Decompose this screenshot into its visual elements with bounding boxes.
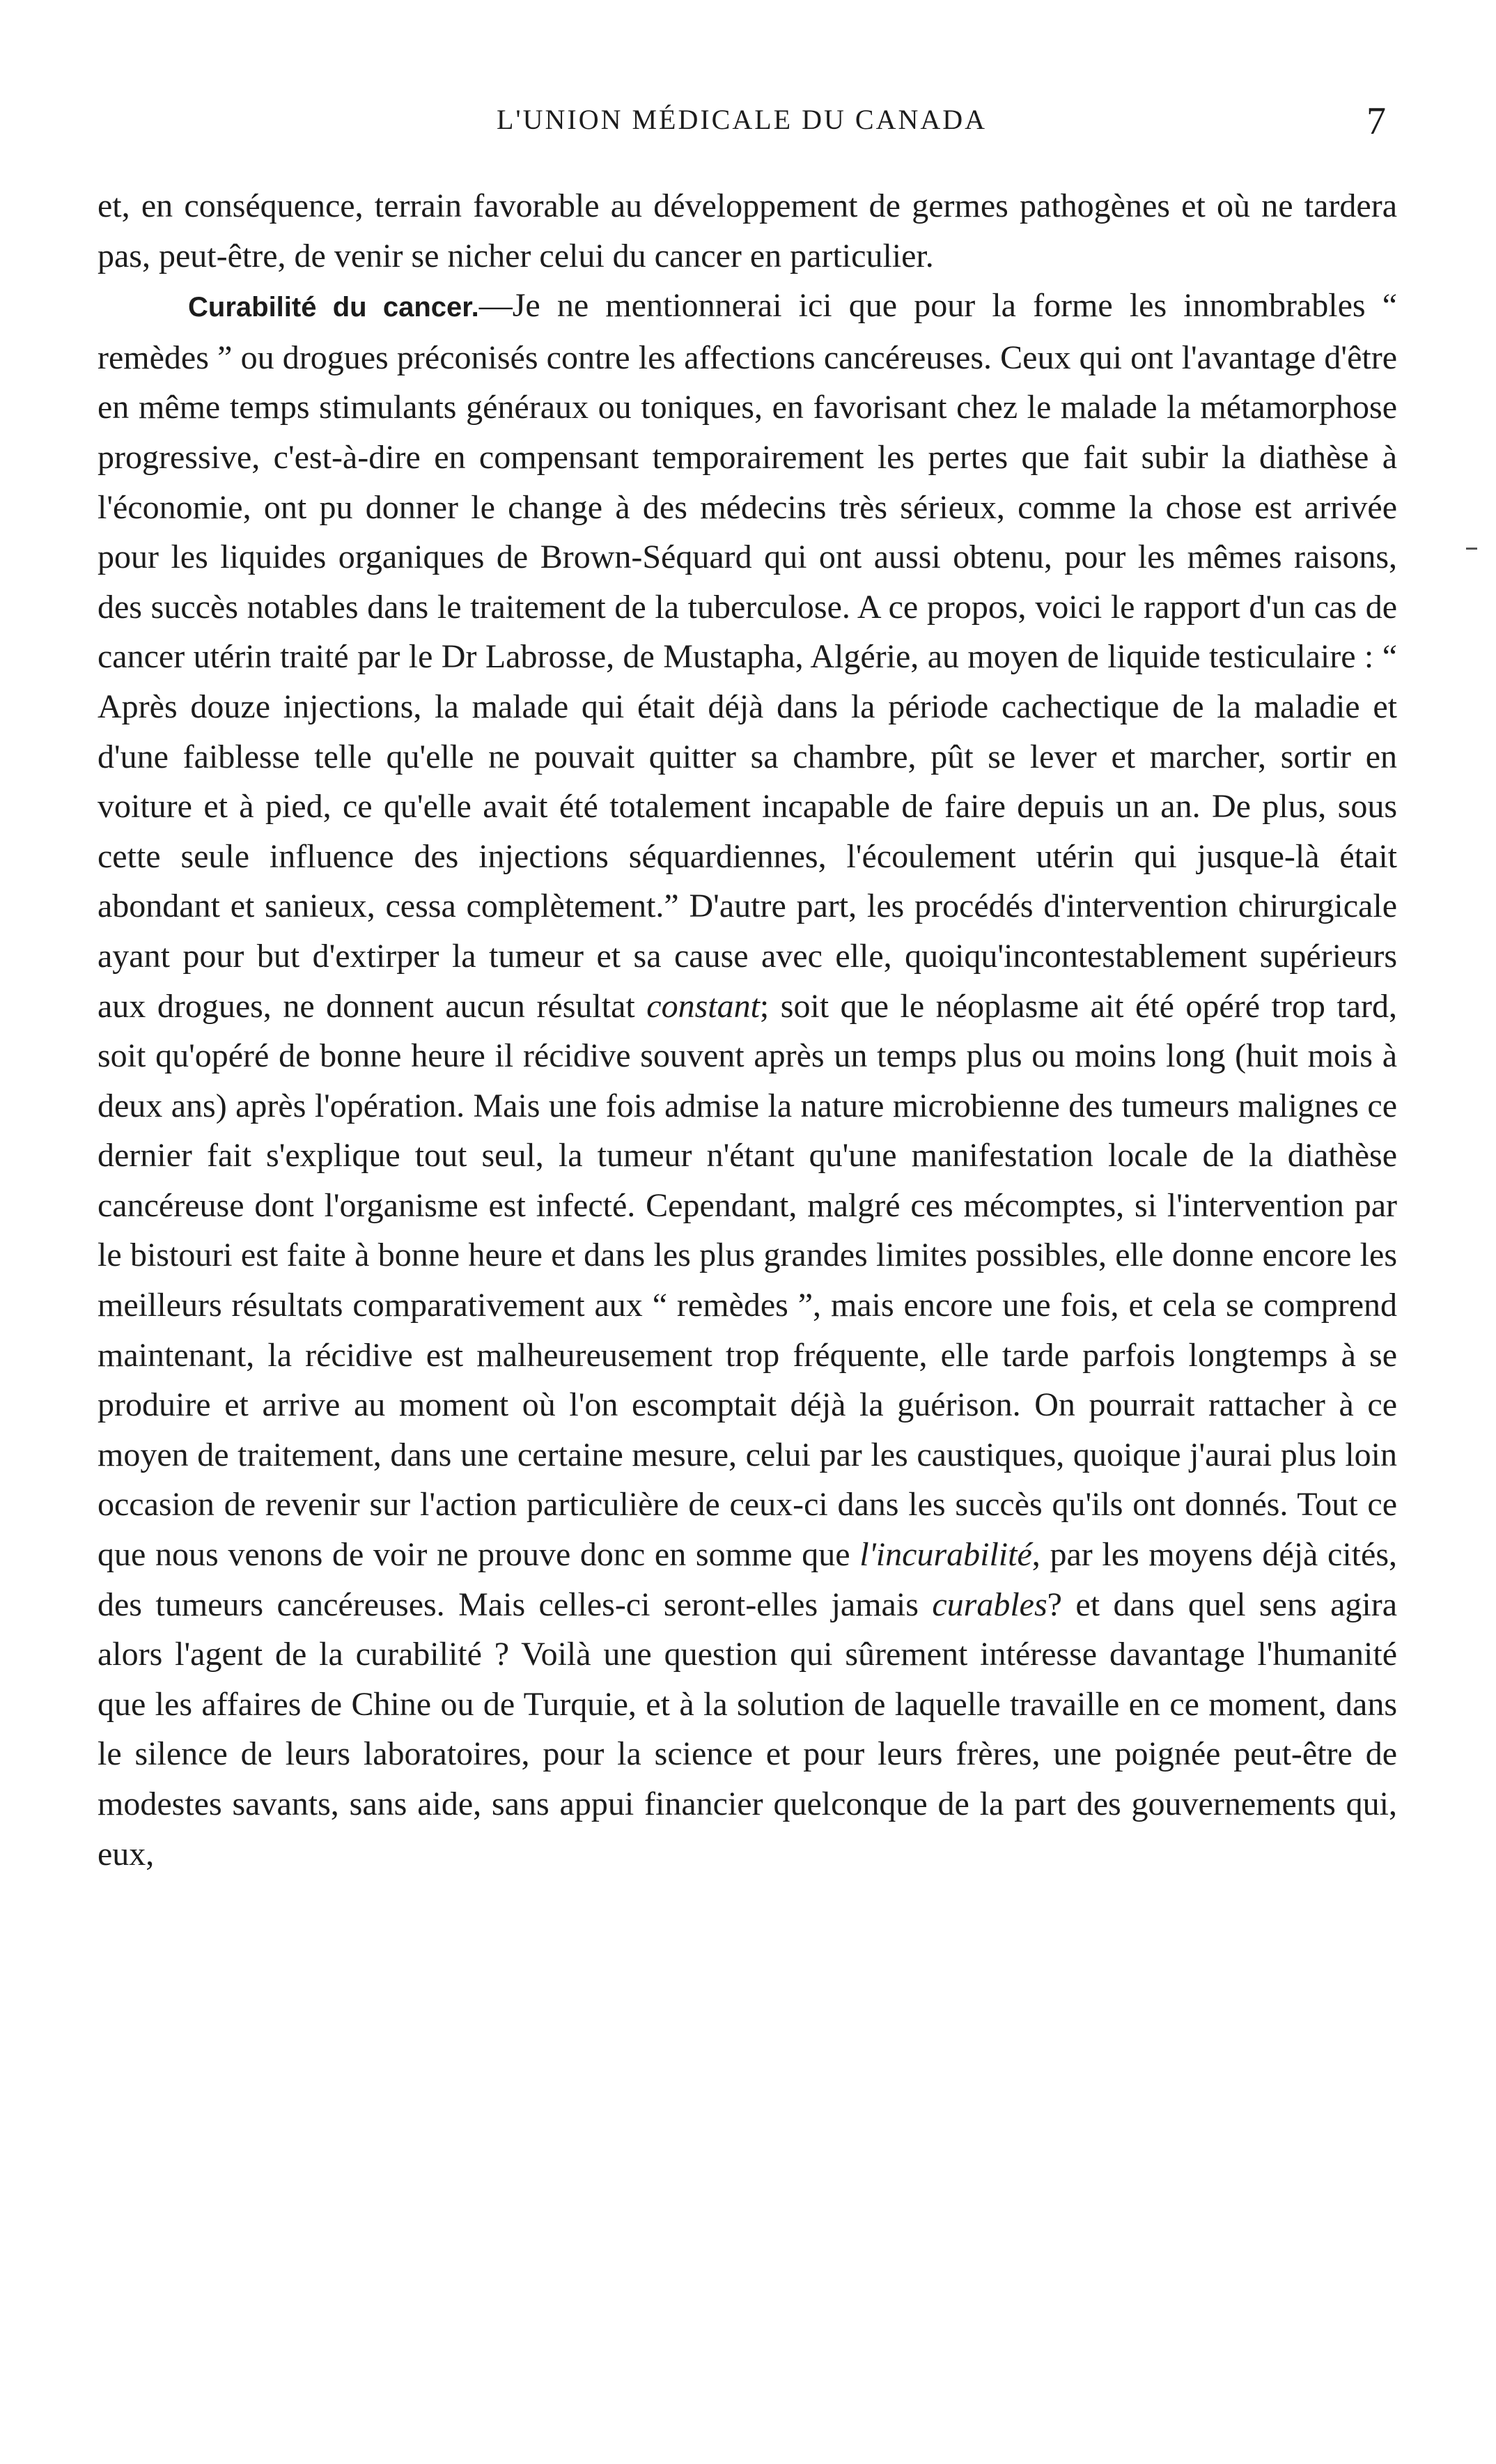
paragraph-2-segment-2: ; soit que le néoplasme ait été opéré trop tard, soit qu'opéré de bonne heure il récidive souvent après un temps plus ou moins long (huit mois à deux ans) après l'opération. Mais une fois admise la nature microbienne des tumeurs malignes ce dernier fait s'explique tout seul, la tumeur n'étant qu'une manifestation locale de la diathèse cancéreuse dont l'organisme est infecté. Cependant, malgré ces mécomptes, si l'intervention par le bistouri est faite à bonne heure et dans les plus grandes limites possibles, elle donne encore les meilleurs résultats comparativement aux “ remèdes ”, mais encore une fois, et cela se comprend maintenant, la récidive est malheureusement trop fréquente, elle tarde parfois longtemps à se produire et arrive au moment où l'on escomptait déjà la guérison. On pourrait rattacher à ce moyen de traitement, dans une certaine mesure, celui par les caustiques, quoique j'aurai plus loin occasion de revenir sur l'action particulière de ceux-ci dans les succès qu'ils ont donnés. Tout ce que nous venons de voir ne prouve donc en somme que bbox=[98, 987, 1398, 1574]
italic-curables: curables bbox=[932, 1586, 1047, 1623]
paragraph-2-segment-1: —Je ne mentionnerai ici que pour la forme les innombrables “ remèdes ” ou drogues préconisés contre les affections cancéreuses. Ceux qui ont l'avantage d'être en même temps stimulants généraux ou toniques, en favorisant chez le malade la métamorphose progressive, c'est-à-dire en compensant temporairement les pertes que fait subir la diathèse à l'économie, ont pu donner le change à des médecins très sérieux, comme la chose est arrivée pour les liquides organiques de Brown-Séquard qui ont aussi obtenu, pour les mêmes raisons, des succès notables dans le traitement de la tuberculose. A ce propos, voici le rapport d'un cas de cancer utérin traité par le Dr Labrosse, de Mustapha, Algérie, au moyen de liquide testiculaire : “ Après douze injections, la malade qui était déjà dans la période cachectique de la maladie et d'une faiblesse telle qu'elle ne pouvait quitter sa chambre, pût se lever et marcher, sortir en voiture et à pied, ce qu'elle avait été totalement incapable de faire depuis un an. De plus, sous cette seule influence des injections séquardiennes, l'écoulement utérin qui jusque-là était abondant et sanieux, cessa complètement.” D'autre part, les procédés d'intervention chirurgicale ayant pour but d'extirper la tumeur et sa cause avec elle, quoiqu'incontestablement supérieurs aux drogues, ne donnent aucun résultat bbox=[98, 287, 1398, 1025]
page-number: 7 bbox=[1366, 100, 1386, 143]
paragraph-1-text: et, en conséquence, terrain favorable au développement de germes pathogènes et où ne tardera pas, peut-être, de venir se nicher celui du cancer en particulier. bbox=[98, 187, 1397, 274]
italic-constant: constant bbox=[646, 987, 760, 1025]
paragraph-continuation bbox=[98, 181, 1397, 281]
margin-mark bbox=[1466, 548, 1477, 550]
running-head: L'UNION MÉDICALE DU CANADA bbox=[496, 104, 988, 135]
body-text bbox=[98, 181, 1397, 1879]
paragraph-curabilite bbox=[98, 281, 1397, 1879]
paragraph-2-segment-3: , par les moyens déjà cités, des tumeurs cancéreuses. Mais celles-ci seront-elles jamais bbox=[98, 1536, 1397, 1623]
section-rubric: Curabilité du cancer. bbox=[188, 292, 479, 323]
paragraph-2-segment-4: ? et dans quel sens agira alors l'agent de la curabilité ? Voilà une question qui sûrement intéresse davantage l'humanité que les affaires de Chine ou de Turquie, et à la solution de laquelle travaille en ce moment, dans le silence de leurs laboratoires, pour la science et pour leurs frères, une poignée peut-être de modestes savants, sans aide, sans appui financier quelconque de la part des gouvernements qui, eux, bbox=[98, 1586, 1398, 1873]
italic-incurabilite: l'incurabilité bbox=[859, 1536, 1032, 1574]
page-header bbox=[98, 100, 1386, 152]
